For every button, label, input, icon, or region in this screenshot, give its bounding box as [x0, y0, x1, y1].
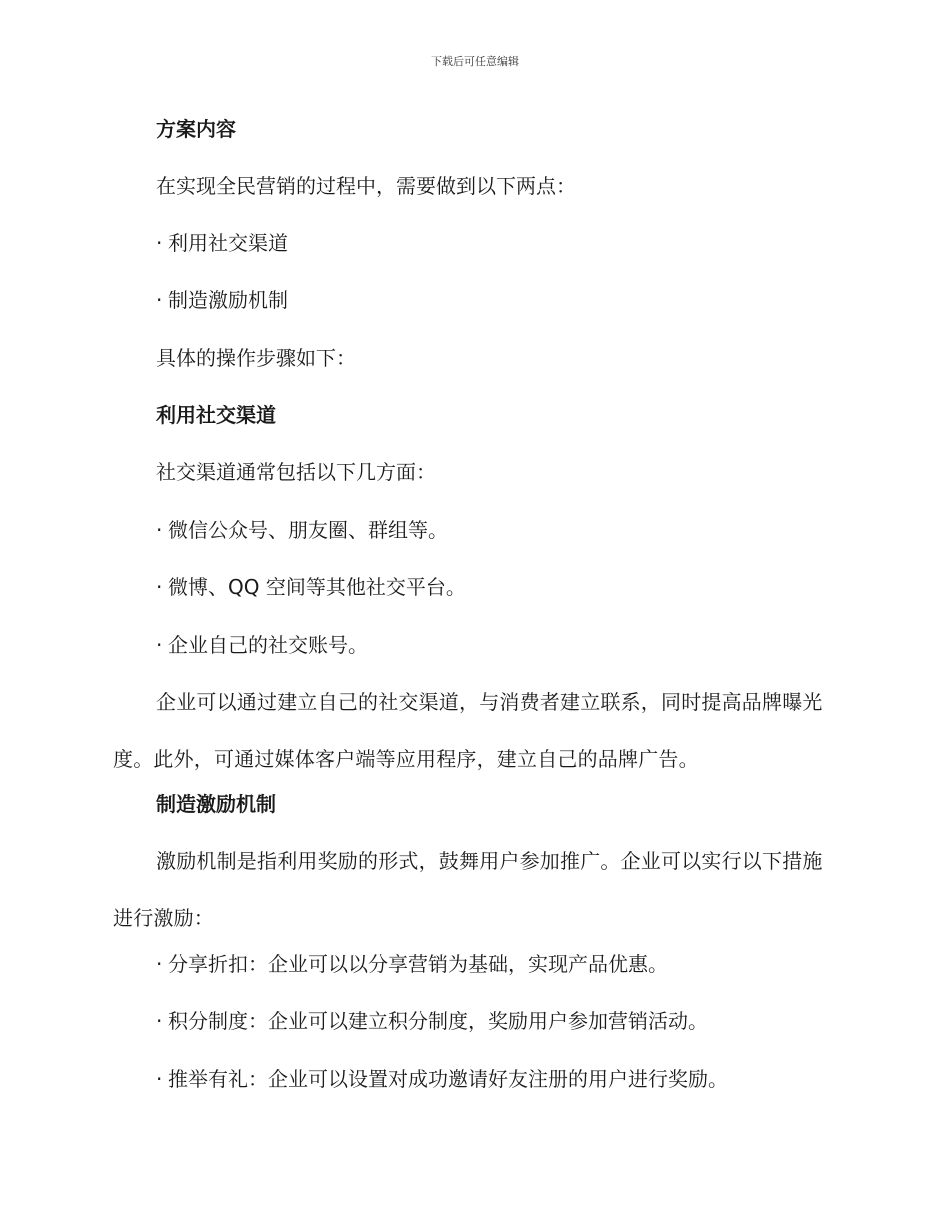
bullet-text: 分享折扣：企业可以以分享营销为基础，实现产品优惠。: [168, 952, 668, 976]
bullet-item: [113, 516, 876, 544]
bullet-marker: ·: [156, 633, 163, 657]
bullet-item: [113, 1007, 876, 1035]
bullet-marker: ·: [156, 575, 163, 599]
bullet-item: [113, 950, 876, 978]
header-note: 下载后可任意编辑: [431, 55, 519, 68]
social-paragraph: 企业可以通过建立自己的社交渠道，与消费者建立联系，同时提高品牌曝光度。此外，可通过媒体客户端等应用程序，建立自己的品牌广告。: [113, 690, 823, 771]
bullet-item: [113, 286, 876, 314]
bullet-item: [113, 1065, 876, 1093]
bullet-text: 企业自己的社交账号。: [168, 633, 368, 657]
section-title-plan: 方案内容: [156, 117, 236, 141]
bullet-marker: ·: [156, 518, 163, 542]
bullet-marker: ·: [156, 1067, 163, 1091]
bullet-marker: ·: [156, 288, 163, 312]
bullet-item: [113, 229, 876, 257]
bullet-text: 制造激励机制: [168, 288, 288, 312]
bullet-marker: ·: [156, 1009, 163, 1033]
section-title-incentive: 制造激励机制: [156, 792, 276, 816]
outro-text: 具体的操作步骤如下：: [156, 346, 356, 370]
bullet-item: [113, 631, 876, 659]
intro-text: 在实现全民营销的过程中，需要做到以下两点：: [156, 174, 576, 198]
section-title-social: 利用社交渠道: [156, 403, 276, 427]
bullet-text: 积分制度：企业可以建立积分制度，奖励用户参加营销活动。: [168, 1009, 708, 1033]
bullet-marker: ·: [156, 952, 163, 976]
bullet-text: 推举有礼：企业可以设置对成功邀请好友注册的用户进行奖励。: [168, 1067, 728, 1091]
bullet-text: 微博、QQ 空间等其他社交平台。: [168, 575, 466, 599]
bullet-text: 微信公众号、朋友圈、群组等。: [168, 518, 448, 542]
bullet-item: [113, 573, 876, 601]
incentive-paragraph: 激励机制是指利用奖励的形式，鼓舞用户参加推广。企业可以实行以下措施进行激励：: [113, 849, 823, 930]
social-intro-text: 社交渠道通常包括以下几方面：: [156, 460, 436, 484]
bullet-marker: ·: [156, 231, 163, 255]
bullet-text: 利用社交渠道: [168, 231, 288, 255]
